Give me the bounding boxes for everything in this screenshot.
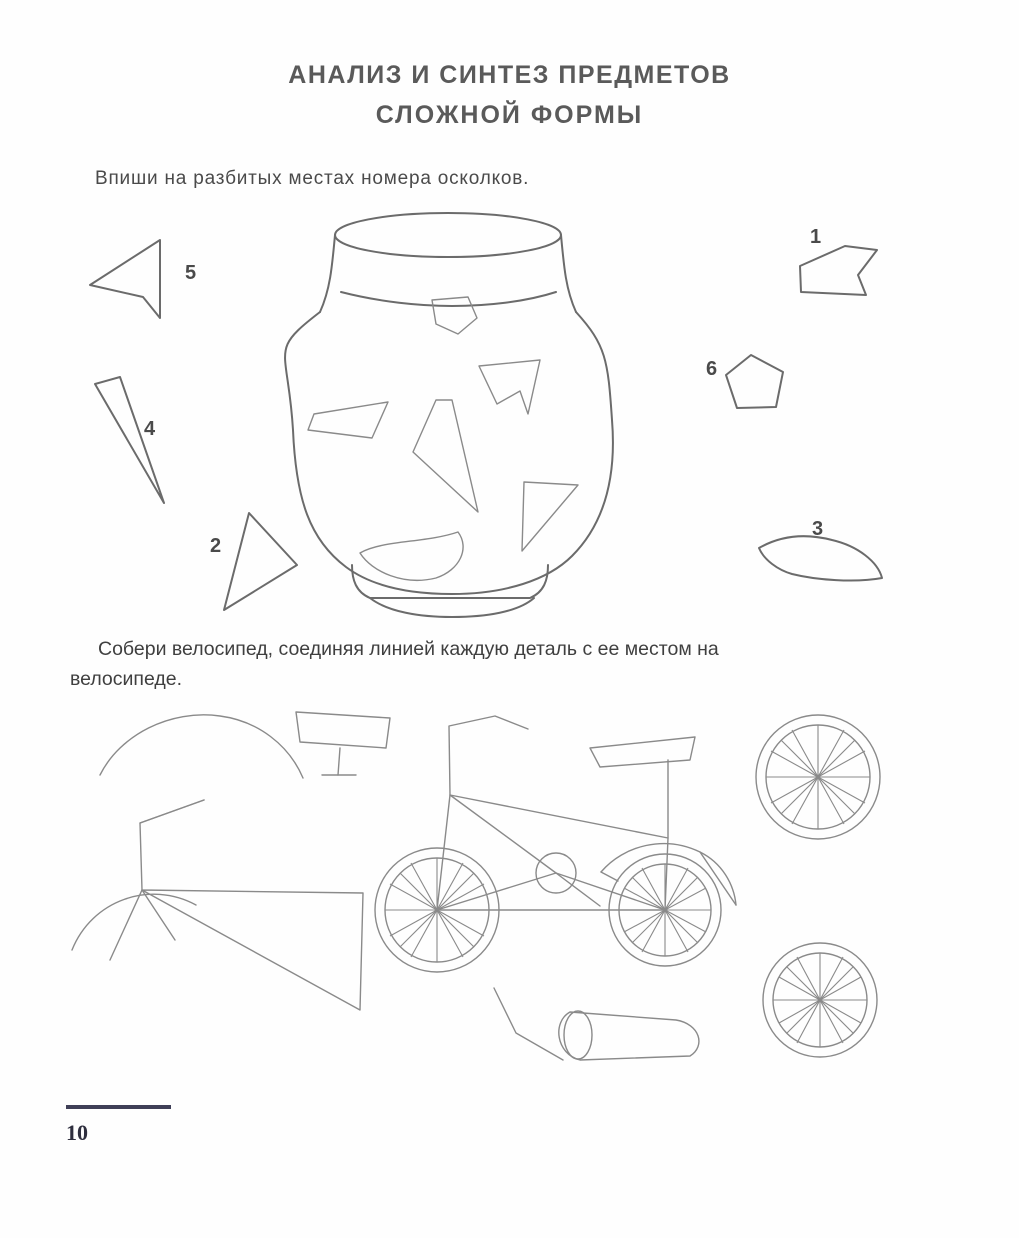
fragment-shape-5 bbox=[90, 240, 160, 318]
bicycle-part-handlebar bbox=[296, 712, 390, 775]
bicycle-part-frame bbox=[110, 800, 363, 1010]
vase-missing-pieces bbox=[308, 297, 578, 580]
fragment-label-5: 5 bbox=[185, 262, 197, 284]
page-number: 10 bbox=[66, 1120, 88, 1145]
page-title-line-1: АНАЛИЗ И СИНТЕЗ ПРЕДМЕТОВ bbox=[288, 61, 731, 89]
bicycle-part-wheel-bottom bbox=[763, 943, 877, 1057]
page-title-line-2: СЛОЖНОЙ ФОРМЫ bbox=[375, 101, 644, 129]
page-title bbox=[0, 55, 1019, 135]
footer-rule bbox=[66, 1105, 171, 1109]
fragment-label-1: 1 bbox=[810, 226, 822, 248]
fragment-shape-2 bbox=[224, 513, 297, 610]
fragment-label-6: 6 bbox=[706, 358, 718, 380]
fragment-shape-3 bbox=[759, 536, 882, 580]
fragment-label-4: 4 bbox=[144, 418, 156, 440]
task-1-instruction: Впиши на разбитых местах номера осколков. bbox=[95, 168, 530, 189]
bicycle-part-fender bbox=[100, 715, 303, 778]
bicycle-illustration bbox=[375, 716, 736, 972]
task-2-instruction-line-1: Собери велосипед, соединяя линией каждую деталь с ее местом на bbox=[98, 638, 719, 660]
fragment-label-3: 3 bbox=[812, 518, 824, 540]
task-2-instruction bbox=[70, 634, 915, 694]
bicycle-part-wheel-top bbox=[756, 715, 880, 839]
bicycle-part-pedal-arm bbox=[494, 988, 563, 1060]
bicycle-part-seat-cylinder bbox=[559, 1011, 699, 1060]
fragment-shape-6 bbox=[726, 355, 783, 408]
bicycle-part-mudguard-arc bbox=[72, 894, 196, 950]
fragment-shape-1 bbox=[800, 246, 877, 295]
vase-illustration bbox=[285, 213, 613, 617]
task-2-instruction-line-2: велосипеде. bbox=[70, 668, 183, 690]
fragment-label-2: 2 bbox=[210, 535, 222, 557]
